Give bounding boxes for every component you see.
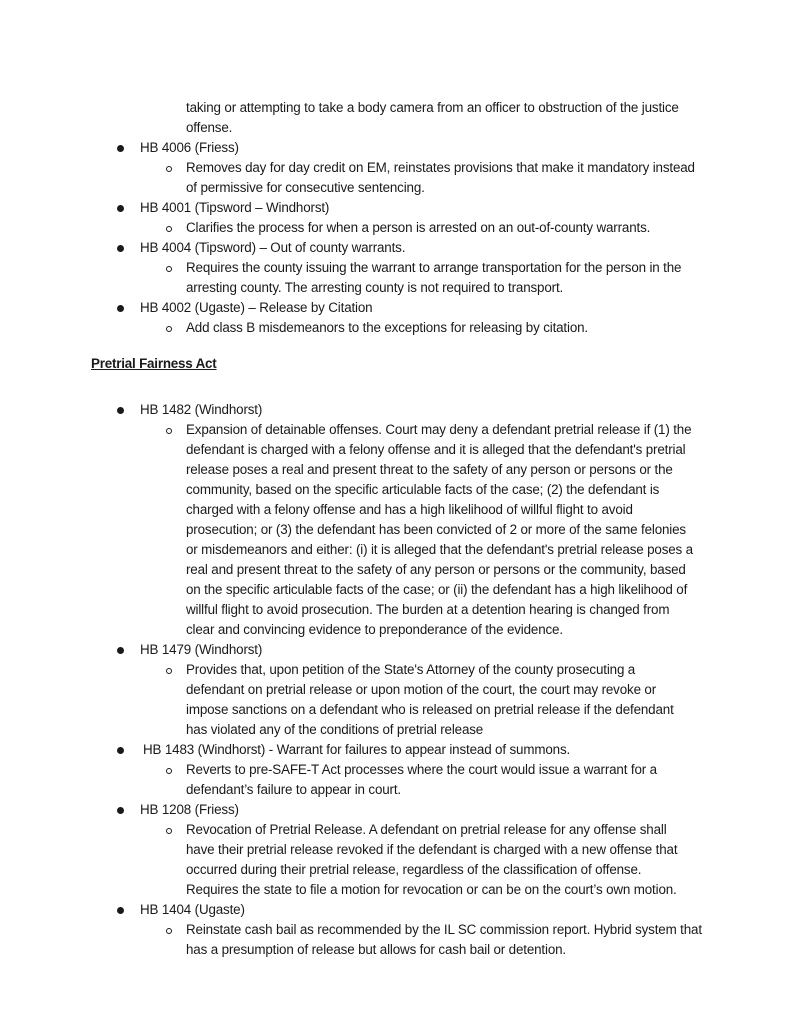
bill-detail-line: Requires the county issuing the warrant to arrange transportation for the person in the [186, 260, 682, 275]
bullet-icon [117, 747, 124, 754]
bill-detail-line: has a presumption of release but allows for cash bail or detention. [186, 942, 566, 957]
bullet-icon [117, 145, 124, 152]
bill-detail-line: have their pretrial release revoked if the defendant is charged with a new offense that [186, 842, 678, 857]
bill-detail-line: clear and convincing evidence to preponderance of the evidence. [186, 622, 563, 637]
bill-detail-line: charged with a felony offense and has a high likelihood of willful flight to avoid [186, 502, 633, 517]
bill-detail-line: defendant is charged with a felony offense and it is alleged that the defendant's pretrial [186, 442, 686, 457]
bill-title: HB 4006 (Friess) [140, 140, 239, 155]
bill-title: HB 1483 (Windhorst) - Warrant for failures to appear instead of summons. [143, 742, 571, 757]
bullet-icon [117, 647, 124, 654]
sub-bullet-icon [166, 828, 172, 834]
bill-detail-line: of permissive for consecutive sentencing. [186, 180, 425, 195]
bill-detail-line: release poses a real and present threat to the safety of any person or persons or the [186, 462, 673, 477]
bill-detail-line: Provides that, upon petition of the State's Attorney of the county prosecuting a [186, 662, 636, 677]
bullet-icon [117, 807, 124, 814]
bill-title: HB 1404 (Ugaste) [140, 902, 245, 917]
sub-bullet-icon [166, 668, 172, 674]
bill-detail-line: impose sanctions on a defendant who is released on pretrial release if the defendant [186, 702, 674, 717]
bill-detail-line: occurred during their pretrial release, regardless of the classification of offense. [186, 862, 642, 877]
bill-detail-line: Requires the state to file a motion for revocation or can be on the court’s own motion. [186, 882, 677, 897]
bill-detail-line: has violated any of the conditions of pretrial release [186, 722, 484, 737]
bill-detail-line: real and present threat to the safety of any person or persons or the community, based [186, 562, 686, 577]
bill-detail-line: Reinstate cash bail as recommended by the IL SC commission report. Hybrid system that [186, 922, 702, 937]
continuation-line: taking or attempting to take a body camera from an officer to obstruction of the justice [186, 100, 679, 115]
sub-bullet-icon [166, 226, 172, 232]
bill-title: HB 4002 (Ugaste) – Release by Citation [140, 300, 373, 315]
section-heading: Pretrial Fairness Act [91, 356, 217, 371]
bullet-icon [117, 245, 124, 252]
bullet-icon [117, 205, 124, 212]
continuation-line: offense. [186, 120, 233, 135]
bill-detail-line: Expansion of detainable offenses. Court may deny a defendant pretrial release if (1) the [186, 422, 692, 437]
bill-detail-line: prosecution; or (3) the defendant has been convicted of 2 or more of the same felonies [186, 522, 686, 537]
bill-detail-line: Clarifies the process for when a person is arrested on an out-of-county warrants. [186, 220, 651, 235]
sub-bullet-icon [166, 928, 172, 934]
bill-detail-line: or misdemeanors and either: (i) it is alleged that the defendant's pretrial release poses a [186, 542, 693, 557]
bill-detail-line: Revocation of Pretrial Release. A defendant on pretrial release for any offense shall [186, 822, 667, 837]
bill-detail-line: defendant on pretrial release or upon motion of the court, the court may revoke or [186, 682, 657, 697]
bill-title: HB 1482 (Windhorst) [140, 402, 263, 417]
bill-detail-line: Removes day for day credit on EM, reinstates provisions that make it mandatory instead [186, 160, 695, 175]
bill-title: HB 1479 (Windhorst) [140, 642, 263, 657]
bullet-icon [117, 907, 124, 914]
bill-detail-line: willful flight to avoid prosecution. The burden at a detention hearing is changed from [186, 602, 670, 617]
bill-title: HB 4004 (Tipsword) – Out of county warrants. [140, 240, 406, 255]
sub-bullet-icon [166, 428, 172, 434]
bill-detail-line: Add class B misdemeanors to the exceptions for releasing by citation. [186, 320, 588, 335]
sub-bullet-icon [166, 266, 172, 272]
bill-detail-line: arresting county. The arresting county is not required to transport. [186, 280, 564, 295]
bill-title: HB 1208 (Friess) [140, 802, 239, 817]
bullet-icon [117, 407, 124, 414]
sub-bullet-icon [166, 166, 172, 172]
bill-detail-line: defendant’s failure to appear in court. [186, 782, 401, 797]
bill-detail-line: Reverts to pre-SAFE-T Act processes where the court would issue a warrant for a [186, 762, 657, 777]
bullet-icon [117, 305, 124, 312]
bill-detail-line: on the specific articulable facts of the case; or (ii) the defendant has a high likelihood of [186, 582, 688, 597]
bill-title: HB 4001 (Tipsword – Windhorst) [140, 200, 330, 215]
bill-detail-line: community, based on the specific articulable facts of the case; (2) the defendant is [186, 482, 660, 497]
sub-bullet-icon [166, 326, 172, 332]
sub-bullet-icon [166, 768, 172, 774]
